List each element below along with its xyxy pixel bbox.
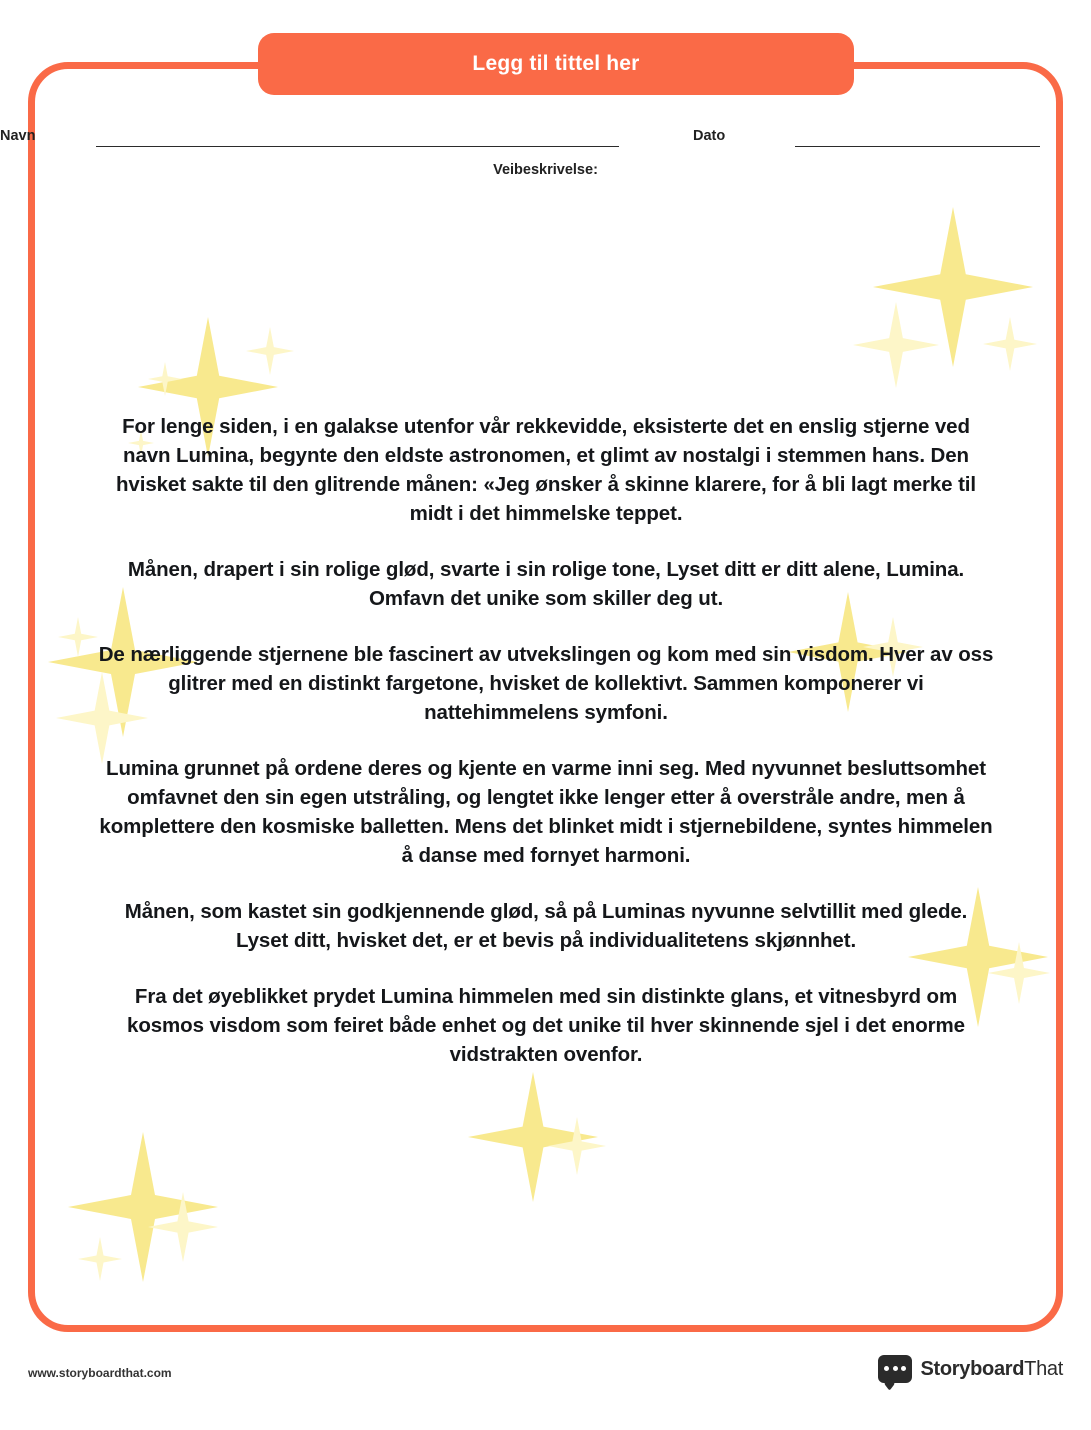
sparkle-icon [548, 1117, 606, 1175]
student-meta-row [0, 124, 1091, 158]
story-text-block [98, 412, 994, 1069]
brand-name-light: That [1024, 1357, 1063, 1380]
date-input-line[interactable] [795, 146, 1040, 147]
name-label: Navn [0, 128, 36, 144]
date-label: Dato [693, 128, 726, 144]
story-paragraph: Fra det øyeblikket prydet Lumina himmelen med sin distinkte glans, et vitnesbyrd om kosmos visdom som feiret både enhet og det unike til hver skinnende sjel i det enorme vidstrakten ovenfor. [127, 985, 965, 1066]
story-paragraph: Månen, drapert i sin rolige glød, svarte i sin rolige tone, Lyset ditt er ditt alene, Lumina. Omfavn det unike som skiller deg ut. [127, 558, 965, 610]
speech-bubble-icon [878, 1355, 912, 1383]
name-input-line[interactable] [96, 146, 619, 147]
brand-name-bold: Storyboard [920, 1357, 1025, 1380]
sparkle-icon [853, 302, 939, 388]
sparkle-icon [983, 317, 1037, 371]
brand-wordmark [920, 1358, 1063, 1381]
footer-website-url[interactable]: www.storyboardthat.com [28, 1366, 172, 1380]
storyboardthat-logo[interactable] [878, 1352, 1063, 1386]
sparkle-icon [58, 617, 98, 657]
story-paragraph: For lenge siden, i en galakse utenfor vår rekkevidde, eksisterte det en enslig stjerne ved navn Lumina, begynte den eldste astronomen, et glimt av nostalgi i stemmen hans. Den hvisket sakte til den glitrende månen: «Jeg ønsker å skinne klarere, for å bli lagt merke til midt i det himmelske teppet. [116, 415, 976, 525]
sparkle-icon [246, 327, 294, 375]
worksheet-title-banner[interactable] [258, 33, 854, 95]
directions-label: Veibeskrivelse: [493, 162, 598, 178]
story-paragraph: Lumina grunnet på ordene deres og kjente en varme inni seg. Med nyvunnet besluttsomhet omfavnet den sin egen utstråling, og lengtet ikke lenger etter å overstråle andre, men å komplettere den kosmiske balletten. Mens det blinket midt i stjernebildene, syntes himmelen å danse med fornyet harmoni. [99, 757, 993, 867]
story-paragraph: De nærliggende stjernene ble fascinert av utvekslingen og kom med sin visdom. Hver av oss glitrer med en distinkt fargetone, hvisket de kollektivt. Sammen komponerer vi nattehimmelens symfoni. [98, 643, 994, 724]
page-title: Legg til tittel her [472, 52, 640, 75]
sparkle-icon [78, 1237, 122, 1281]
story-paragraph: Månen, som kastet sin godkjennende glød, så på Luminas nyvunne selvtillit med glede. Lyset ditt, hvisket det, er et bevis på individualitetens skjønnhet. [124, 900, 968, 952]
